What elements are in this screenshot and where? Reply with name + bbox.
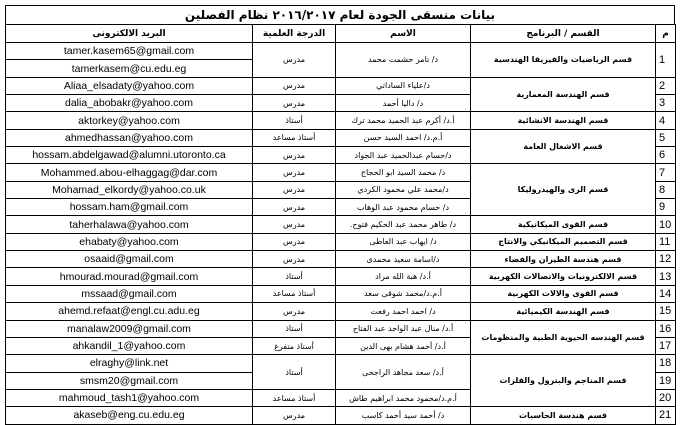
coordinators-table [5,24,676,425]
name-cell: أ.د/ هبة الله مراد [336,268,471,285]
name-cell: أ.م.د/محمود محمد ابراهيم طاش [336,389,471,406]
degree-cell: أستاذ [253,320,336,337]
table-row [6,43,676,60]
degree-cell: أستاذ متفرغ [253,337,336,354]
num-cell: 19 [656,372,676,389]
email-cell[interactable]: smsm20@gmail.com [6,372,253,389]
num-cell: 18 [656,355,676,372]
degree-cell: أستاذ مساعد [253,285,336,302]
email-cell[interactable]: dalia_abobakr@yahoo.com [6,95,253,112]
name-cell: د/ احمد احمد رفعت [336,303,471,320]
table-row [6,303,676,320]
email-cell[interactable]: mahmoud_tash1@yahoo.com [6,389,253,406]
dept-cell: قسم الهندسة المعمارية [471,77,656,112]
email-cell[interactable]: manalaw2009@gmail.com [6,320,253,337]
header-email: البريد الالكترونى [6,25,253,43]
email-cell[interactable]: aktorkey@yahoo.com [6,112,253,129]
email-cell[interactable]: hossam.ham@gmail.com [6,199,253,216]
degree-cell: مدرس [253,164,336,181]
name-cell: د/محمد علي محمود الكردي [336,181,471,198]
dept-cell: قسم الالكترونيات والاتصالات الكهربية [471,268,656,285]
name-cell: د/ أحمد سيد أحمد كاسب [336,407,471,424]
header-dept: القسم / البرنامج [471,25,656,43]
dept-cell: قسم الرى والهيدروليكا [471,164,656,216]
dept-cell: قسم هندسة الطيران والفضاء [471,251,656,268]
name-cell: د/حسام عبدالحميد عبد الجواد [336,147,471,164]
num-cell: 21 [656,407,676,424]
dept-cell: قسم الرياضيات والفيزيقا الهندسية [471,43,656,78]
num-cell: 1 [656,43,676,78]
email-cell[interactable]: Aliaa_elsadaty@yahoo.com [6,77,253,94]
degree-cell: مدرس [253,233,336,250]
dept-cell: قسم المناجم والبترول والفلزات [471,355,656,407]
degree-cell: أستاذ [253,112,336,129]
degree-cell: أستاذ مساعد [253,129,336,146]
email-cell[interactable]: ahkandil_1@yahoo.com [6,337,253,354]
num-cell: 16 [656,320,676,337]
dept-cell: قسم هندسة الحاسبات [471,407,656,424]
email-cell[interactable]: akaseb@eng.cu.edu.eg [6,407,253,424]
email-cell[interactable]: taherhalawa@yahoo.com [6,216,253,233]
table-row [6,251,676,268]
name-cell: د/ حسام محمود عبد الوهاب [336,199,471,216]
degree-cell: مدرس [253,181,336,198]
degree-cell: مدرس [253,199,336,216]
email-cell[interactable]: hmourad.mourad@gmail.com [6,268,253,285]
dept-cell: قسم التصميم الميكانيكي والانتاج [471,233,656,250]
degree-cell: مدرس [253,216,336,233]
num-cell: 10 [656,216,676,233]
num-cell: 13 [656,268,676,285]
name-cell: أ.م.د/محمد شوقى سعد [336,285,471,302]
name-cell: أ.د/ منال عبد الواحد عبد الفتاح [336,320,471,337]
email-cell[interactable]: mssaad@gmail.com [6,285,253,302]
dept-cell: قسم الهندسة الانشائية [471,112,656,129]
num-cell: 9 [656,199,676,216]
table-row [6,112,676,129]
email-cell[interactable]: tamer.kasem65@gmail.com [6,43,253,60]
email-cell[interactable]: Mohammed.abou-elhaggag@dar.com [6,164,253,181]
name-cell: د/ داليا أحمد [336,95,471,112]
table-row [6,320,676,337]
degree-cell: مدرس [253,147,336,164]
degree-cell: مدرس [253,303,336,320]
name-cell: د/ ايهاب عبد العاطى [336,233,471,250]
num-cell: 5 [656,129,676,146]
degree-cell: أستاذ مساعد [253,389,336,406]
dept-cell: قسم القوى الميكانيكية [471,216,656,233]
email-cell[interactable]: ahemd.refaat@engl.cu.adu.eg [6,303,253,320]
table-row [6,77,676,94]
table-row [6,355,676,372]
table-row [6,164,676,181]
header-name: الاسم [336,25,471,43]
degree-cell: أستاذ [253,268,336,285]
degree-cell: مدرس [253,407,336,424]
num-cell: 6 [656,147,676,164]
name-cell: أ.د/ سعد مجاهد الراجحى [336,355,471,390]
num-cell: 12 [656,251,676,268]
table-row [6,233,676,250]
num-cell: 20 [656,389,676,406]
num-cell: 4 [656,112,676,129]
table-row [6,268,676,285]
name-cell: د/ تامر حشمت محمد [336,43,471,78]
num-cell: 17 [656,337,676,354]
document-title: بيانات منسقى الجودة لعام ٢٠١٦/٢٠١٧ نظام الفصلين [5,5,675,24]
degree-cell: أستاذ [253,355,336,390]
name-cell: د/اسامة سعيد محمدى [336,251,471,268]
name-cell: أ.د/ أكرم عبد الحميد محمد ترك [336,112,471,129]
num-cell: 8 [656,181,676,198]
dept-cell: قسم الاشغال العامة [471,129,656,164]
email-cell[interactable]: hossam.abdelgawad@alumni.utoronto.ca [6,147,253,164]
degree-cell: مدرس [253,251,336,268]
table-row [6,129,676,146]
dept-cell: قسم القوى والالات الكهربية [471,285,656,302]
header-degree: الدرجة العلمية [253,25,336,43]
degree-cell: مدرس [253,95,336,112]
email-cell[interactable]: ahmedhassan@yahoo.com [6,129,253,146]
name-cell: أ.م.د/ احمد السيد حسن [336,129,471,146]
document [5,5,675,425]
degree-cell: مدرس [253,43,336,78]
table-row [6,216,676,233]
num-cell: 14 [656,285,676,302]
email-cell[interactable]: tamerkasem@cu.edu.eg [6,60,253,77]
name-cell: د/علياء الساداتي [336,77,471,94]
num-cell: 3 [656,95,676,112]
table-row [6,285,676,302]
num-cell: 15 [656,303,676,320]
name-cell: د/ محمد السيد ابو الحجاج [336,164,471,181]
num-cell: 2 [656,77,676,94]
header-num: م [656,25,676,43]
dept-cell: قسم الهندسة الكيميائية [471,303,656,320]
dept-cell: قسم الهندسه الحيوية الطبية والمنظومات [471,320,656,355]
header-row [6,25,676,43]
email-cell[interactable]: elraghy@link.net [6,355,253,372]
email-cell[interactable]: Mohamad_elkordy@yahoo.co.uk [6,181,253,198]
num-cell: 11 [656,233,676,250]
num-cell: 7 [656,164,676,181]
name-cell: د/ طاهر محمد عبد الحكيم فتوح. [336,216,471,233]
degree-cell: مدرس [253,77,336,94]
email-cell[interactable]: osaaid@gmail.com [6,251,253,268]
name-cell: أ.د/ أحمد هشام بهى الدين [336,337,471,354]
email-cell[interactable]: ehabaty@yahoo.com [6,233,253,250]
table-row [6,407,676,424]
